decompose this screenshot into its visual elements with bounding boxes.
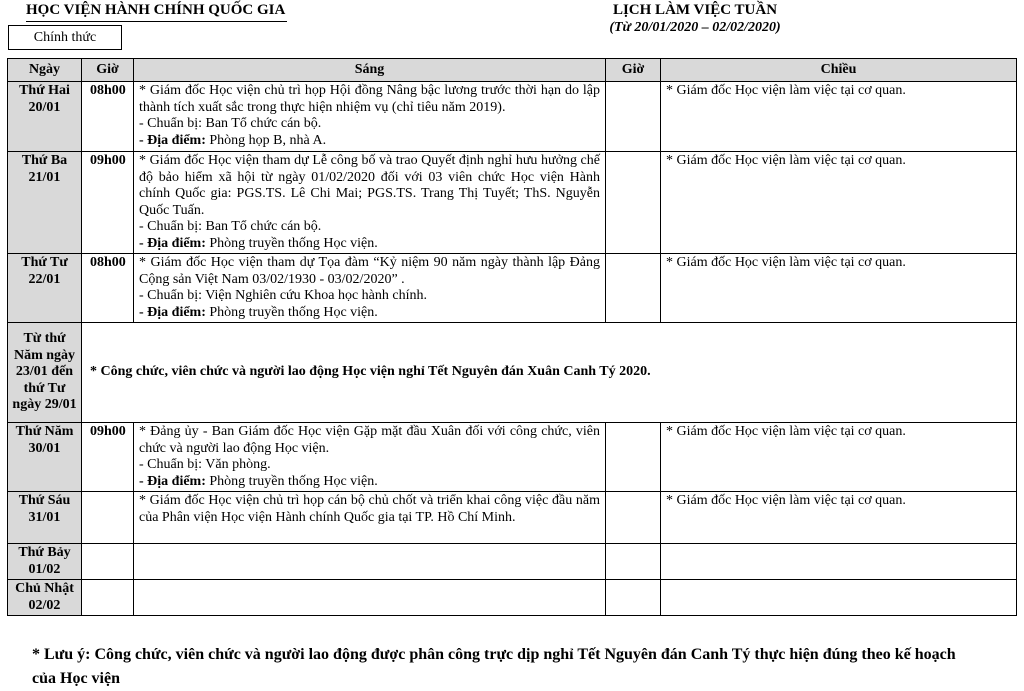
time-cell: 09h00 [82, 423, 134, 492]
schedule-title: LỊCH LÀM VIỆC TUẦN [612, 2, 778, 18]
day-cell: Thứ Tư 22/01 [8, 254, 82, 323]
column-header-time: Giờ [82, 59, 134, 82]
morning-cell [134, 82, 606, 152]
location-text [139, 474, 600, 491]
event-text: * Giám đốc Học viện chủ trì họp cán bộ chủ chốt và triển khai công việc đầu năm của Phân viện Học viện Hành chính Quốc gia tại TP. Hồ Chí Minh. [139, 493, 600, 525]
location-label: - Địa điểm: [139, 132, 206, 148]
time-cell [82, 492, 134, 544]
location-value: Phòng họp B, nhà A. [205, 132, 327, 148]
organization-name: HỌC VIỆN HÀNH CHÍNH QUỐC GIA [26, 2, 285, 19]
afternoon-cell: * Giám đốc Học viện làm việc tại cơ quan. [661, 254, 1017, 323]
event-text: * Đảng ủy - Ban Giám đốc Học viện Gặp mặt đầu Xuân đối với công chức, viên chức và người lao động Học viện. [139, 424, 600, 456]
date-range: (Từ 20/01/2020 – 02/02/2020) [609, 20, 781, 35]
time-cell-afternoon [606, 423, 661, 492]
day-cell: Thứ Năm 30/01 [8, 423, 82, 492]
morning-cell [134, 580, 606, 616]
table-row [8, 580, 1017, 616]
column-header-afternoon: Chiều [661, 59, 1017, 82]
day-cell: Thứ Bảy 01/02 [8, 544, 82, 580]
afternoon-cell [661, 544, 1017, 580]
column-header-morning: Sáng [134, 59, 606, 82]
location-label: - Địa điểm: [139, 304, 206, 320]
location-value: Phòng truyền thống Học viện. [205, 235, 378, 251]
morning-cell [134, 492, 606, 544]
time-cell: 08h00 [82, 82, 134, 152]
time-cell [82, 580, 134, 616]
column-header-time-afternoon: Giờ [606, 59, 661, 82]
location-text [139, 133, 600, 150]
prep-text: - Chuẩn bị: Văn phòng. [139, 457, 271, 472]
time-cell-afternoon [606, 82, 661, 152]
afternoon-cell: * Giám đốc Học viện làm việc tại cơ quan. [661, 152, 1017, 254]
holiday-note: * Công chức, viên chức và người lao động Học viện nghỉ Tết Nguyên đán Xuân Canh Tý 2020. [82, 323, 1017, 423]
table-row [8, 544, 1017, 580]
day-cell: Từ thứ Năm ngày 23/01 đến thứ Tư ngày 29/01 [8, 323, 82, 423]
day-cell: Thứ Ba 21/01 [8, 152, 82, 254]
time-cell [82, 544, 134, 580]
time-cell: 08h00 [82, 254, 134, 323]
table-row [8, 323, 1017, 423]
location-value: Phòng truyền thống Học viện. [205, 473, 378, 489]
morning-cell [134, 152, 606, 254]
column-header-day: Ngày [8, 59, 82, 82]
morning-cell [134, 544, 606, 580]
day-cell: Thứ Sáu 31/01 [8, 492, 82, 544]
location-label: - Địa điểm: [139, 473, 206, 489]
event-text: * Giám đốc Học viện chủ trì họp Hội đồng Nâng bậc lương trước thời hạn do lập thành tích xuất sắc trong thực hiện nhiệm vụ (chỉ tiêu năm 2019). [139, 83, 600, 115]
day-cell: Chủ Nhật 02/02 [8, 580, 82, 616]
location-text [139, 305, 600, 322]
day-cell: Thứ Hai 20/01 [8, 82, 82, 152]
table-row [8, 82, 1017, 152]
table-header-row [8, 59, 1017, 82]
table-row [8, 492, 1017, 544]
footer-note: * Lưu ý: Công chức, viên chức và người lao động được phân công trực dịp nghỉ Tết Nguyên đán Canh Tý thực hiện đúng theo kế hoạch của Học viện [32, 646, 956, 687]
prep-text: - Chuẩn bị: Viện Nghiên cứu Khoa học hành chính. [139, 288, 427, 303]
prep-text: - Chuẩn bị: Ban Tổ chức cán bộ. [139, 219, 322, 234]
afternoon-cell: * Giám đốc Học viện làm việc tại cơ quan. [661, 423, 1017, 492]
table-row [8, 254, 1017, 323]
prep-text: - Chuẩn bị: Ban Tổ chức cán bộ. [139, 116, 322, 131]
afternoon-cell: * Giám đốc Học viện làm việc tại cơ quan. [661, 492, 1017, 544]
time-cell-afternoon [606, 544, 661, 580]
location-text [139, 236, 600, 253]
time-cell-afternoon [606, 580, 661, 616]
afternoon-cell [661, 580, 1017, 616]
location-value: Phòng truyền thống Học viện. [205, 304, 378, 320]
time-cell-afternoon [606, 254, 661, 323]
official-badge: Chính thức [8, 25, 122, 50]
morning-cell [134, 423, 606, 492]
time-cell: 09h00 [82, 152, 134, 254]
time-cell-afternoon [606, 152, 661, 254]
event-text: * Giám đốc Học viện tham dự Lễ công bố và trao Quyết định nghỉ hưu hưởng chế độ bảo hiểm xã hội từ ngày 01/02/2020 đối với 03 viên chức Học viện Hành chính Quốc gia: PGS.TS. Lê Chi Mai; PGS.TS. Trang Thị Tuyết; ThS. Nguyễn Quốc Tuấn. [139, 153, 600, 218]
schedule-header [560, 2, 830, 36]
morning-cell [134, 254, 606, 323]
table-row [8, 423, 1017, 492]
weekly-schedule-table [7, 58, 1017, 616]
event-text: * Giám đốc Học viện tham dự Tọa đàm “Kỷ niệm 90 năm ngày thành lập Đảng Cộng sản Việt Nam 03/02/1930 - 03/02/2020” . [139, 255, 600, 287]
time-cell-afternoon [606, 492, 661, 544]
table-row [8, 152, 1017, 254]
afternoon-cell: * Giám đốc Học viện làm việc tại cơ quan. [661, 82, 1017, 152]
location-label: - Địa điểm: [139, 235, 206, 251]
